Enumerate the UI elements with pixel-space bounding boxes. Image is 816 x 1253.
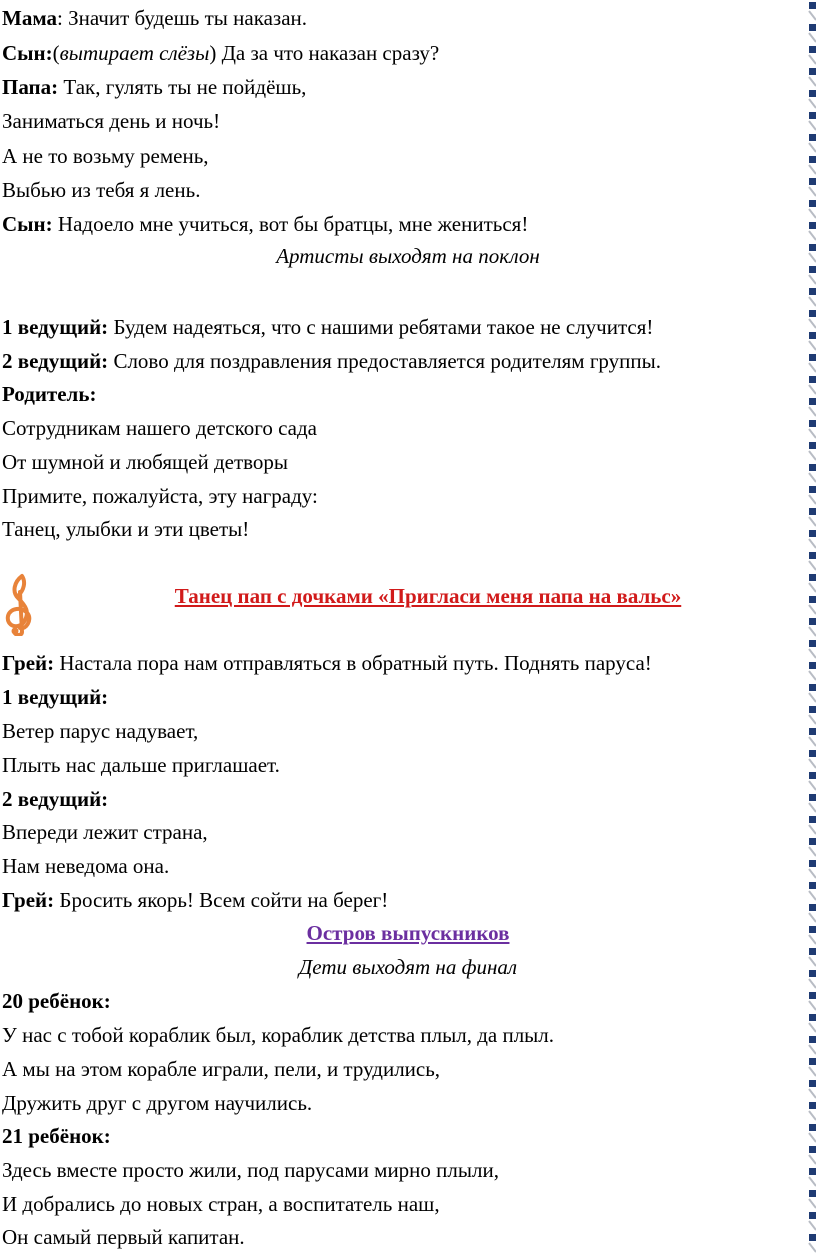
border-slash — [809, 231, 816, 240]
speaker-label: 20 ребёнок: — [2, 989, 111, 1013]
border-slash — [809, 1133, 816, 1142]
border-slash — [809, 33, 816, 42]
verse-line: Ветер парус надувает, — [2, 719, 199, 743]
border-slash — [809, 1089, 816, 1098]
speaker-label: Папа: — [2, 75, 59, 99]
border-block — [809, 794, 816, 801]
line-text: Надоело мне учиться, вот бы братцы, мне жениться! — [52, 212, 529, 236]
border-slash — [809, 99, 816, 108]
border-block — [809, 750, 816, 757]
border-slash — [809, 121, 816, 130]
border-slash — [809, 561, 816, 570]
verse-line: Сотрудникам нашего детского сада — [2, 416, 317, 440]
verse-line: Примите, пожалуйста, эту награду: — [2, 484, 318, 508]
stage-direction — [0, 243, 816, 269]
verse-line: От шумной и любящей детворы — [2, 450, 289, 474]
dialogue-line — [2, 74, 306, 100]
border-block — [809, 728, 816, 735]
border-slash — [809, 385, 816, 394]
speaker-label: Мама — [2, 6, 57, 30]
border-slash — [809, 143, 816, 152]
verse-line: А мы на этом корабле играли, пели, и трудились, — [2, 1057, 441, 1081]
stage-direction-text: Дети выходят на финал — [298, 955, 518, 979]
border-slash — [809, 891, 816, 900]
border-block — [809, 1190, 816, 1197]
border-slash — [809, 407, 816, 416]
border-slash — [809, 319, 816, 328]
border-block — [809, 332, 816, 339]
dialogue-line — [2, 887, 388, 913]
border-block — [809, 684, 816, 691]
border-slash — [809, 187, 816, 196]
border-slash — [809, 649, 816, 658]
border-block — [809, 222, 816, 229]
border-slash — [809, 825, 816, 834]
line-text: : Значит будешь ты наказан. — [56, 6, 308, 30]
section-heading-island — [0, 920, 816, 946]
dialogue-line — [2, 650, 652, 676]
border-block — [809, 90, 816, 97]
verse-line: Заниматься день и ночь! — [2, 109, 221, 133]
border-block — [809, 1234, 816, 1241]
border-block — [809, 706, 816, 713]
verse-line: Танец, улыбки и эти цветы! — [2, 517, 250, 541]
border-slash — [809, 627, 816, 636]
border-slash — [809, 1111, 816, 1120]
border-block — [809, 112, 816, 119]
dialogue-line — [2, 988, 111, 1014]
speaker-label: Сын: — [2, 41, 53, 65]
dialogue-line — [2, 314, 653, 340]
border-block — [809, 288, 816, 295]
border-slash — [809, 539, 816, 548]
border-slash — [809, 693, 816, 702]
border-slash — [809, 77, 816, 86]
border-block — [809, 948, 816, 955]
speaker-label: 21 ребёнок: — [2, 1124, 111, 1148]
border-slash — [809, 473, 816, 482]
border-slash — [809, 1221, 816, 1230]
speaker-label: Родитель: — [2, 382, 97, 406]
line-text: Будем надеяться, что с нашими ребятами такое не случится! — [108, 315, 654, 339]
stage-direction: вытирает слёзы — [59, 41, 210, 65]
border-block — [809, 2, 816, 9]
dialogue-line — [2, 786, 108, 812]
border-slash — [809, 715, 816, 724]
border-slash — [809, 1023, 816, 1032]
border-block — [809, 464, 816, 471]
section-heading-dance — [40, 583, 816, 609]
border-slash — [809, 1067, 816, 1076]
border-slash — [809, 1199, 816, 1208]
border-slash — [809, 605, 816, 614]
speaker-label: Грей: — [2, 651, 55, 675]
verse-line: Дружить друг с другом научились. — [2, 1091, 313, 1115]
border-block — [809, 1102, 816, 1109]
border-slash — [809, 1001, 816, 1010]
border-block — [809, 926, 816, 933]
border-slash — [809, 979, 816, 988]
dialogue-line — [2, 40, 439, 66]
border-slash — [809, 165, 816, 174]
speaker-label: 2 ведущий: — [2, 349, 109, 373]
dialogue-line — [2, 1123, 111, 1149]
border-block — [809, 134, 816, 141]
border-block — [809, 354, 816, 361]
border-block — [809, 420, 816, 427]
border-block — [809, 398, 816, 405]
border-block — [809, 1168, 816, 1175]
border-block — [809, 376, 816, 383]
border-block — [809, 882, 816, 889]
border-block — [809, 244, 816, 251]
speaker-label: Сын: — [2, 212, 53, 236]
border-block — [809, 530, 816, 537]
border-block — [809, 596, 816, 603]
border-slash — [809, 209, 816, 218]
border-block — [809, 178, 816, 185]
border-block — [809, 200, 816, 207]
border-block — [809, 838, 816, 845]
border-block — [809, 970, 816, 977]
verse-line: Здесь вместе просто жили, под парусами мирно плыли, — [2, 1158, 499, 1182]
border-block — [809, 574, 816, 581]
border-block — [809, 904, 816, 911]
border-block — [809, 442, 816, 449]
border-slash — [809, 1045, 816, 1054]
border-slash — [809, 847, 816, 856]
border-slash — [809, 495, 816, 504]
heading-text: Танец пап с дочками «Пригласи меня папа на вальс» — [174, 584, 682, 608]
border-block — [809, 1036, 816, 1043]
border-slash — [809, 1243, 816, 1252]
border-block — [809, 508, 816, 515]
border-slash — [809, 781, 816, 790]
line-text: ) Да за что наказан сразу? — [209, 41, 440, 65]
verse-line: Выбью из тебя я лень. — [2, 178, 201, 202]
verse-line: А не то возьму ремень, — [2, 144, 209, 168]
border-slash — [809, 1177, 816, 1186]
border-slash — [809, 429, 816, 438]
border-slash — [809, 1155, 816, 1164]
border-block — [809, 266, 816, 273]
stage-direction — [0, 954, 816, 980]
border-block — [809, 860, 816, 867]
dialogue-line — [2, 381, 96, 407]
border-slash — [809, 583, 816, 592]
border-slash — [809, 363, 816, 372]
border-block — [809, 68, 816, 75]
border-block — [809, 1124, 816, 1131]
border-block — [809, 640, 816, 647]
border-slash — [809, 913, 816, 922]
dialogue-line — [2, 211, 528, 237]
border-slash — [809, 869, 816, 878]
border-slash — [809, 297, 816, 306]
border-block — [809, 486, 816, 493]
dialogue-line — [2, 348, 661, 374]
border-block — [809, 156, 816, 163]
border-block — [809, 618, 816, 625]
line-text: ( — [52, 41, 60, 65]
border-block — [809, 1014, 816, 1021]
border-slash — [809, 803, 816, 812]
dialogue-line — [2, 684, 108, 710]
border-block — [809, 662, 816, 669]
border-slash — [809, 451, 816, 460]
border-block — [809, 46, 816, 53]
speaker-label: 1 ведущий: — [2, 685, 109, 709]
border-block — [809, 1058, 816, 1065]
border-slash — [809, 253, 816, 262]
border-slash — [809, 935, 816, 944]
border-block — [809, 310, 816, 317]
border-block — [809, 1212, 816, 1219]
treble-clef-icon — [0, 572, 40, 636]
border-block — [809, 816, 816, 823]
speaker-label: 1 ведущий: — [2, 315, 109, 339]
heading-text: Остров выпускников — [306, 921, 510, 945]
verse-line: Он самый первый капитан. — [2, 1225, 245, 1249]
border-slash — [809, 737, 816, 746]
verse-line: Плыть нас дальше приглашает. — [2, 753, 280, 777]
line-text: Настала пора нам отправляться в обратный путь. Поднять паруса! — [54, 651, 652, 675]
border-block — [809, 1146, 816, 1153]
border-slash — [809, 517, 816, 526]
border-block — [809, 772, 816, 779]
decorative-page-border — [802, 0, 816, 1253]
border-block — [809, 552, 816, 559]
speaker-label: 2 ведущий: — [2, 787, 109, 811]
dialogue-line — [2, 5, 307, 31]
border-slash — [809, 55, 816, 64]
border-block — [809, 1080, 816, 1087]
verse-line: И добрались до новых стран, а воспитатель наш, — [2, 1192, 440, 1216]
line-text: Бросить якорь! Всем сойти на берег! — [54, 888, 389, 912]
border-slash — [809, 957, 816, 966]
verse-line: Нам неведома она. — [2, 854, 170, 878]
border-block — [809, 24, 816, 31]
border-slash — [809, 275, 816, 284]
stage-direction-text: Артисты выходят на поклон — [276, 244, 540, 268]
line-text: Слово для поздравления предоставляется родителям группы. — [108, 349, 661, 373]
line-text: Так, гулять ты не пойдёшь, — [58, 75, 307, 99]
border-block — [809, 992, 816, 999]
border-slash — [809, 759, 816, 768]
border-slash — [809, 11, 816, 20]
border-slash — [809, 341, 816, 350]
speaker-label: Грей: — [2, 888, 55, 912]
border-slash — [809, 671, 816, 680]
verse-line: У нас с тобой кораблик был, кораблик детства плыл, да плыл. — [2, 1023, 555, 1047]
verse-line: Впереди лежит страна, — [2, 820, 208, 844]
